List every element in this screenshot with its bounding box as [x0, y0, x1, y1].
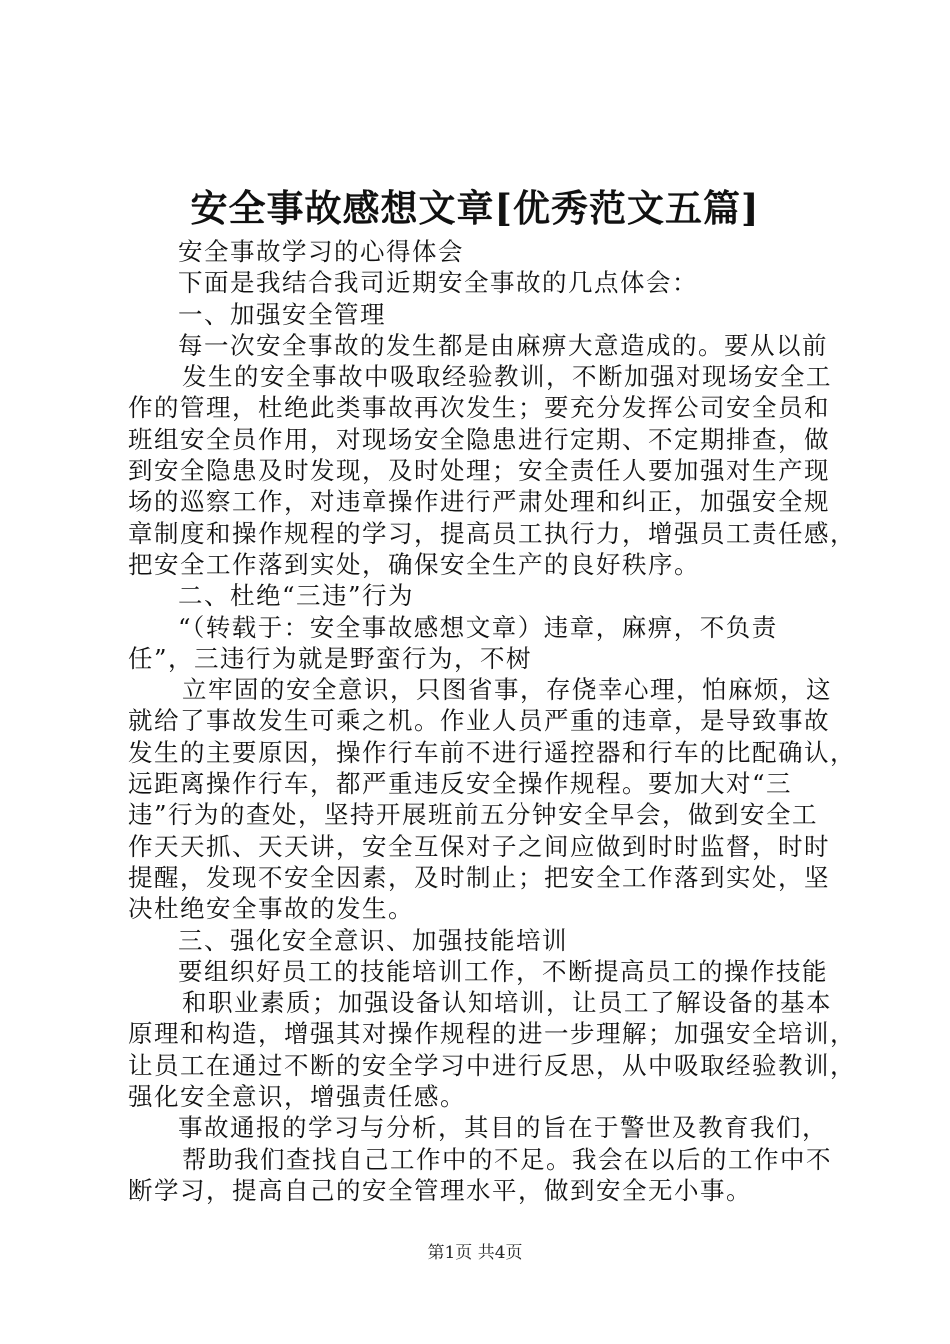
- paragraph-line: 任”，三违行为就是野蛮行为，不树: [128, 643, 533, 673]
- paragraph-line: 远距离操作行车，都严重违反安全操作规程。要加大对“三: [128, 769, 793, 799]
- paragraph-line: 作天天抓、天天讲，安全互保对子之间应做到时时监督，时时: [128, 831, 830, 861]
- paragraph-line: 要组织好员工的技能培训工作，不断提高员工的操作技能: [178, 956, 828, 986]
- paragraph-line: 帮助我们查找自己工作中的不足。我会在以后的工作中不: [182, 1144, 832, 1174]
- paragraph-line: 每一次安全事故的发生都是由麻痹大意造成的。要从以前: [178, 330, 828, 360]
- paragraph-line: 到安全隐患及时发现，及时处理；安全责任人要加强对生产现: [128, 456, 830, 486]
- paragraph-line: 班组安全员作用，对现场安全隐患进行定期、不定期排查，做: [128, 424, 830, 454]
- section-heading: 一、加强安全管理: [178, 299, 386, 329]
- paragraph-line: 让员工在通过不断的安全学习中进行反思，从中吸取经验教训，: [128, 1050, 856, 1080]
- section-heading: 二、杜绝“三违”行为: [178, 581, 415, 611]
- paragraph-line: 章制度和操作规程的学习，提高员工执行力，增强员工责任感，: [128, 518, 856, 548]
- paragraph-line: 把安全工作落到实处，确保安全生产的良好秩序。: [128, 549, 700, 579]
- section-heading: 三、强化安全意识、加强技能培训: [178, 925, 568, 955]
- paragraph-heading: 安全事故学习的心得体会: [178, 237, 464, 266]
- paragraph-line: 强化安全意识，增强责任感。: [128, 1082, 466, 1112]
- paragraph-line: 发生的安全事故中吸取经验教训，不断加强对现场安全工: [182, 362, 832, 392]
- paragraph-line: 就给了事故发生可乘之机。作业人员严重的违章，是导致事故: [128, 706, 830, 736]
- paragraph-line: 违”行为的查处，坚持开展班前五分钟安全早会，做到安全工: [128, 800, 819, 830]
- paragraph-line: 作的管理，杜绝此类事故再次发生；要充分发挥公司安全员和: [128, 393, 830, 423]
- paragraph-line: “（转载于：安全事故感想文章）违章，麻痹，不负责: [178, 612, 778, 642]
- paragraph-line: 事故通报的学习与分析，其目的旨在于警世及教育我们，: [178, 1113, 828, 1143]
- paragraph-line: 场的巡察工作，对违章操作进行严肃处理和纠正，加强安全规: [128, 487, 830, 517]
- paragraph-line: 和职业素质；加强设备认知培训，让员工了解设备的基本: [182, 988, 832, 1018]
- paragraph-line: 断学习，提高自己的安全管理水平，做到安全无小事。: [128, 1175, 752, 1205]
- page-footer: 第1页 共4页: [427, 1243, 523, 1263]
- paragraph-line: 提醒，发现不安全因素，及时制止；把安全工作落到实处，坚: [128, 862, 830, 892]
- paragraph-line: 发生的主要原因，操作行车前不进行遥控器和行车的比配确认，: [128, 737, 856, 767]
- paragraph-line: 立牢固的安全意识，只图省事，存侥幸心理，怕麻烦，这: [182, 675, 832, 705]
- document-title: 安全事故感想文章[优秀范文五篇]: [190, 186, 760, 230]
- paragraph-line: 下面是我结合我司近期安全事故的几点体会：: [178, 268, 698, 298]
- paragraph-line: 原理和构造，增强其对操作规程的进一步理解；加强安全培训，: [128, 1019, 856, 1049]
- paragraph-line: 决杜绝安全事故的发生。: [128, 894, 414, 924]
- document-body: [128, 236, 856, 1206]
